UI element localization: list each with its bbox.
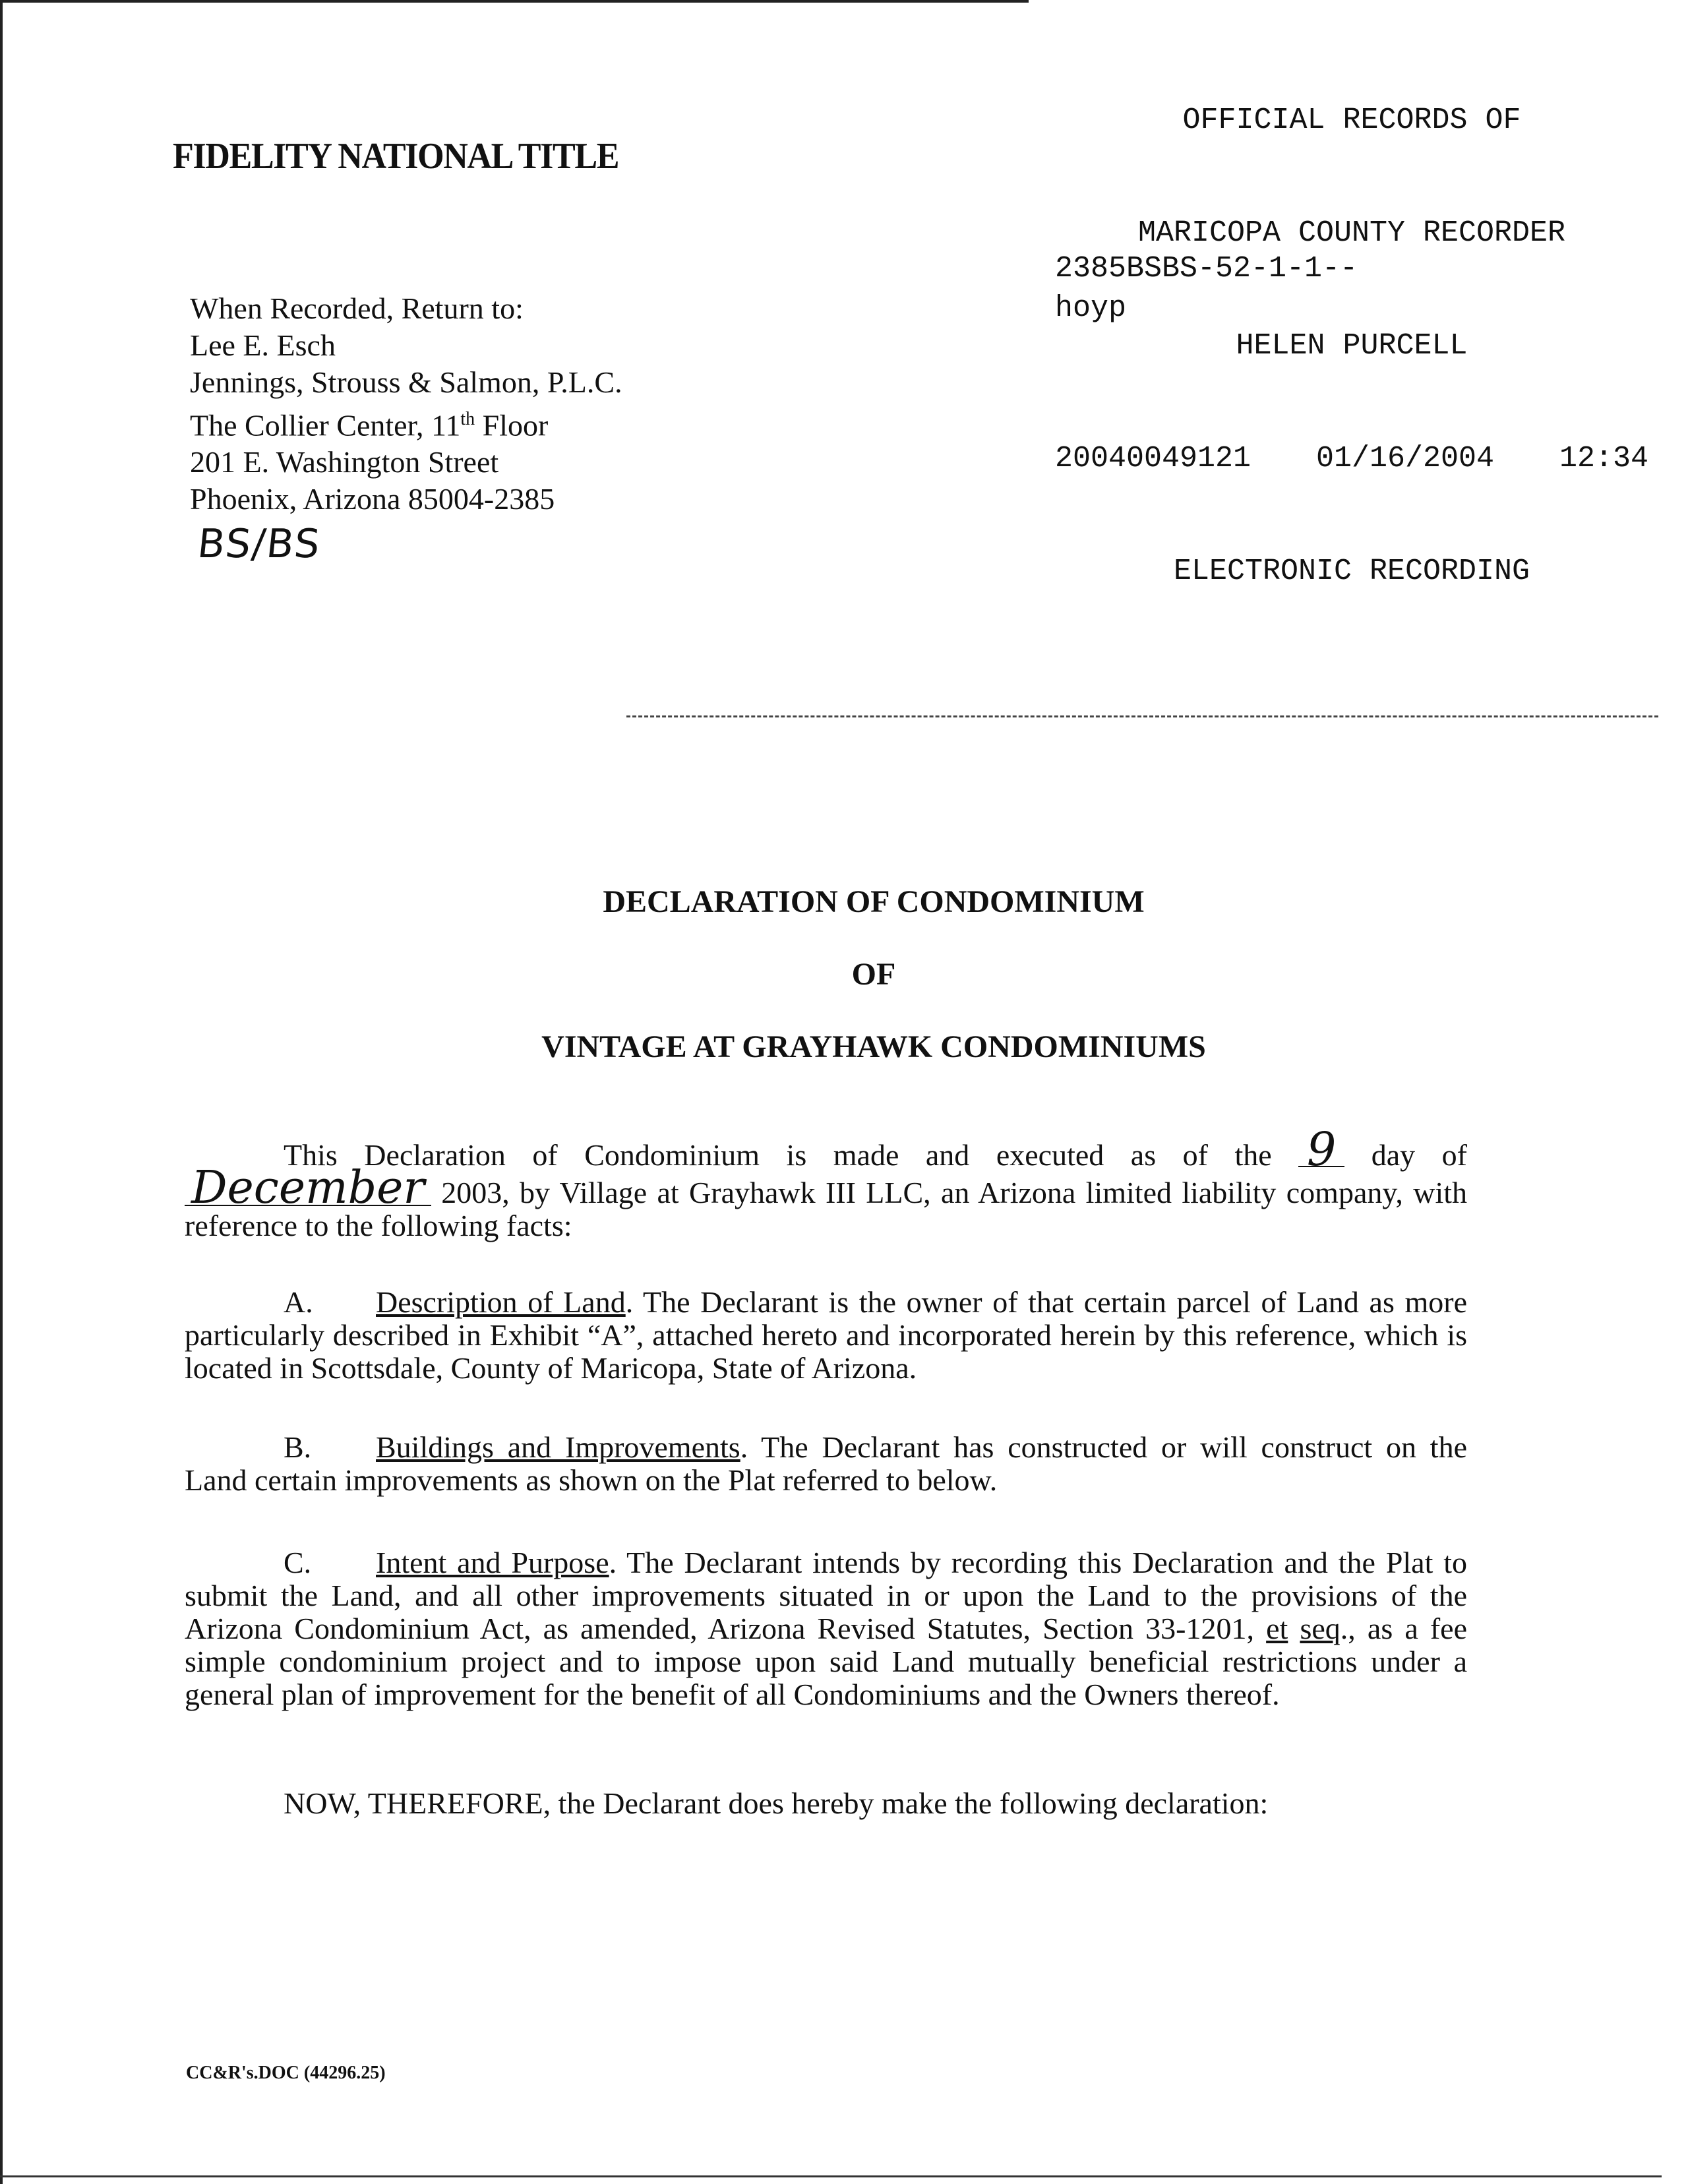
company-name: FIDELITY NATIONAL TITLE xyxy=(173,136,619,177)
scan-top-edge xyxy=(0,0,1029,3)
scan-bottom-edge xyxy=(0,2175,1662,2177)
building-text: The Collier Center, 11 xyxy=(190,408,461,442)
recital-body: . The Declarant is the owner of that certain parcel of Land as more particularly described in Exhibit “A”, attached hereto and incorporated herein by this reference, which is located in Scottsdale, County of Maricopa, State of Arizona. xyxy=(185,1285,1468,1385)
section-divider xyxy=(626,715,1658,717)
return-address-block xyxy=(190,290,622,518)
stamp-code-block xyxy=(1055,249,1358,328)
intro-text-2: day of xyxy=(1344,1138,1467,1172)
recital-heading: Intent and Purpose xyxy=(376,1546,609,1579)
handwritten-initials: BS/BS xyxy=(195,521,324,567)
recital-et: et xyxy=(1266,1612,1288,1645)
recital-body: . The Declarant has constructed or will construct on the Land certain improvements as shown on the Plat referred to below. xyxy=(185,1430,1467,1497)
return-firm: Jennings, Strouss & Salmon, P.L.C. xyxy=(190,365,622,399)
stamp-line-5: ELECTRONIC RECORDING xyxy=(1173,555,1530,588)
intro-text-3: 2003, by Village at Grayhawk III LLC, an Arizona limited liability company, with reference to the following facts: xyxy=(185,1176,1467,1242)
recital-body: . The Declarant intends by recording this Declaration and the Plat to submit the Land, and all other improvements situated in or upon the Land to the provisions of the Arizona Condominium Act, as amended, Arizona Revised Statutes, Section 33-1201, xyxy=(185,1546,1468,1645)
recital-a xyxy=(185,1286,1467,1385)
stamp-line-3: HELEN PURCELL xyxy=(1236,329,1468,363)
stamp-record-row xyxy=(1029,440,1675,477)
handwritten-day: 9 xyxy=(1298,1133,1344,1167)
now-therefore-paragraph xyxy=(185,1787,1467,1820)
return-heading: When Recorded, Return to: xyxy=(190,291,524,325)
recital-letter: A. xyxy=(284,1285,313,1319)
recital-b xyxy=(185,1431,1467,1497)
recording-date: 01/16/2004 xyxy=(1315,442,1495,475)
return-building xyxy=(190,401,622,444)
building-ordinal: th xyxy=(460,409,475,429)
document-title: DECLARATION OF CONDOMINIUM xyxy=(603,884,1145,919)
recital-letter: B. xyxy=(284,1430,312,1464)
document-title-of: OF xyxy=(851,957,896,992)
scan-left-edge xyxy=(0,0,3,2184)
return-city: Phoenix, Arizona 85004-2385 xyxy=(190,482,555,516)
recital-heading: Buildings and Improvements xyxy=(376,1430,740,1464)
recital-letter: C. xyxy=(284,1546,312,1579)
footer-doc-code: CC&R's.DOC (44296.25) xyxy=(186,2063,386,2083)
stamp-line-1: OFFICIAL RECORDS OF xyxy=(1182,104,1521,137)
document-subtitle: VINTAGE AT GRAYHAWK CONDOMINIUMS xyxy=(541,1029,1206,1064)
intro-paragraph xyxy=(185,1122,1467,1242)
recording-number: 20040049121 xyxy=(1055,442,1251,475)
stamp-line-2: MARICOPA COUNTY RECORDER xyxy=(1137,216,1566,250)
building-floor: Floor xyxy=(475,408,549,442)
recital-c xyxy=(185,1546,1467,1711)
stamp-code-1: 2385BSBS-52-1-1-- xyxy=(1055,252,1358,286)
recital-seq: seq xyxy=(1300,1612,1341,1645)
handwritten-month: December xyxy=(185,1172,431,1206)
return-street: 201 E. Washington Street xyxy=(190,445,499,479)
return-name: Lee E. Esch xyxy=(190,328,336,362)
stamp-code-2: hoyp xyxy=(1055,291,1127,325)
recital-heading: Description of Land xyxy=(376,1285,626,1319)
intro-text-1: This Declaration of Condominium is made and executed as of the xyxy=(284,1138,1299,1172)
now-therefore-text: NOW, THEREFORE, the Declarant does hereby make the following declaration: xyxy=(284,1786,1269,1820)
recital-body-2: ., as a fee simple condominium project and to impose upon said Land mutually beneficial restrictions under a general plan of improvement for the benefit of all Condominiums and the Owners thereof. xyxy=(185,1612,1468,1711)
recording-time: 12:34 xyxy=(1559,442,1648,475)
